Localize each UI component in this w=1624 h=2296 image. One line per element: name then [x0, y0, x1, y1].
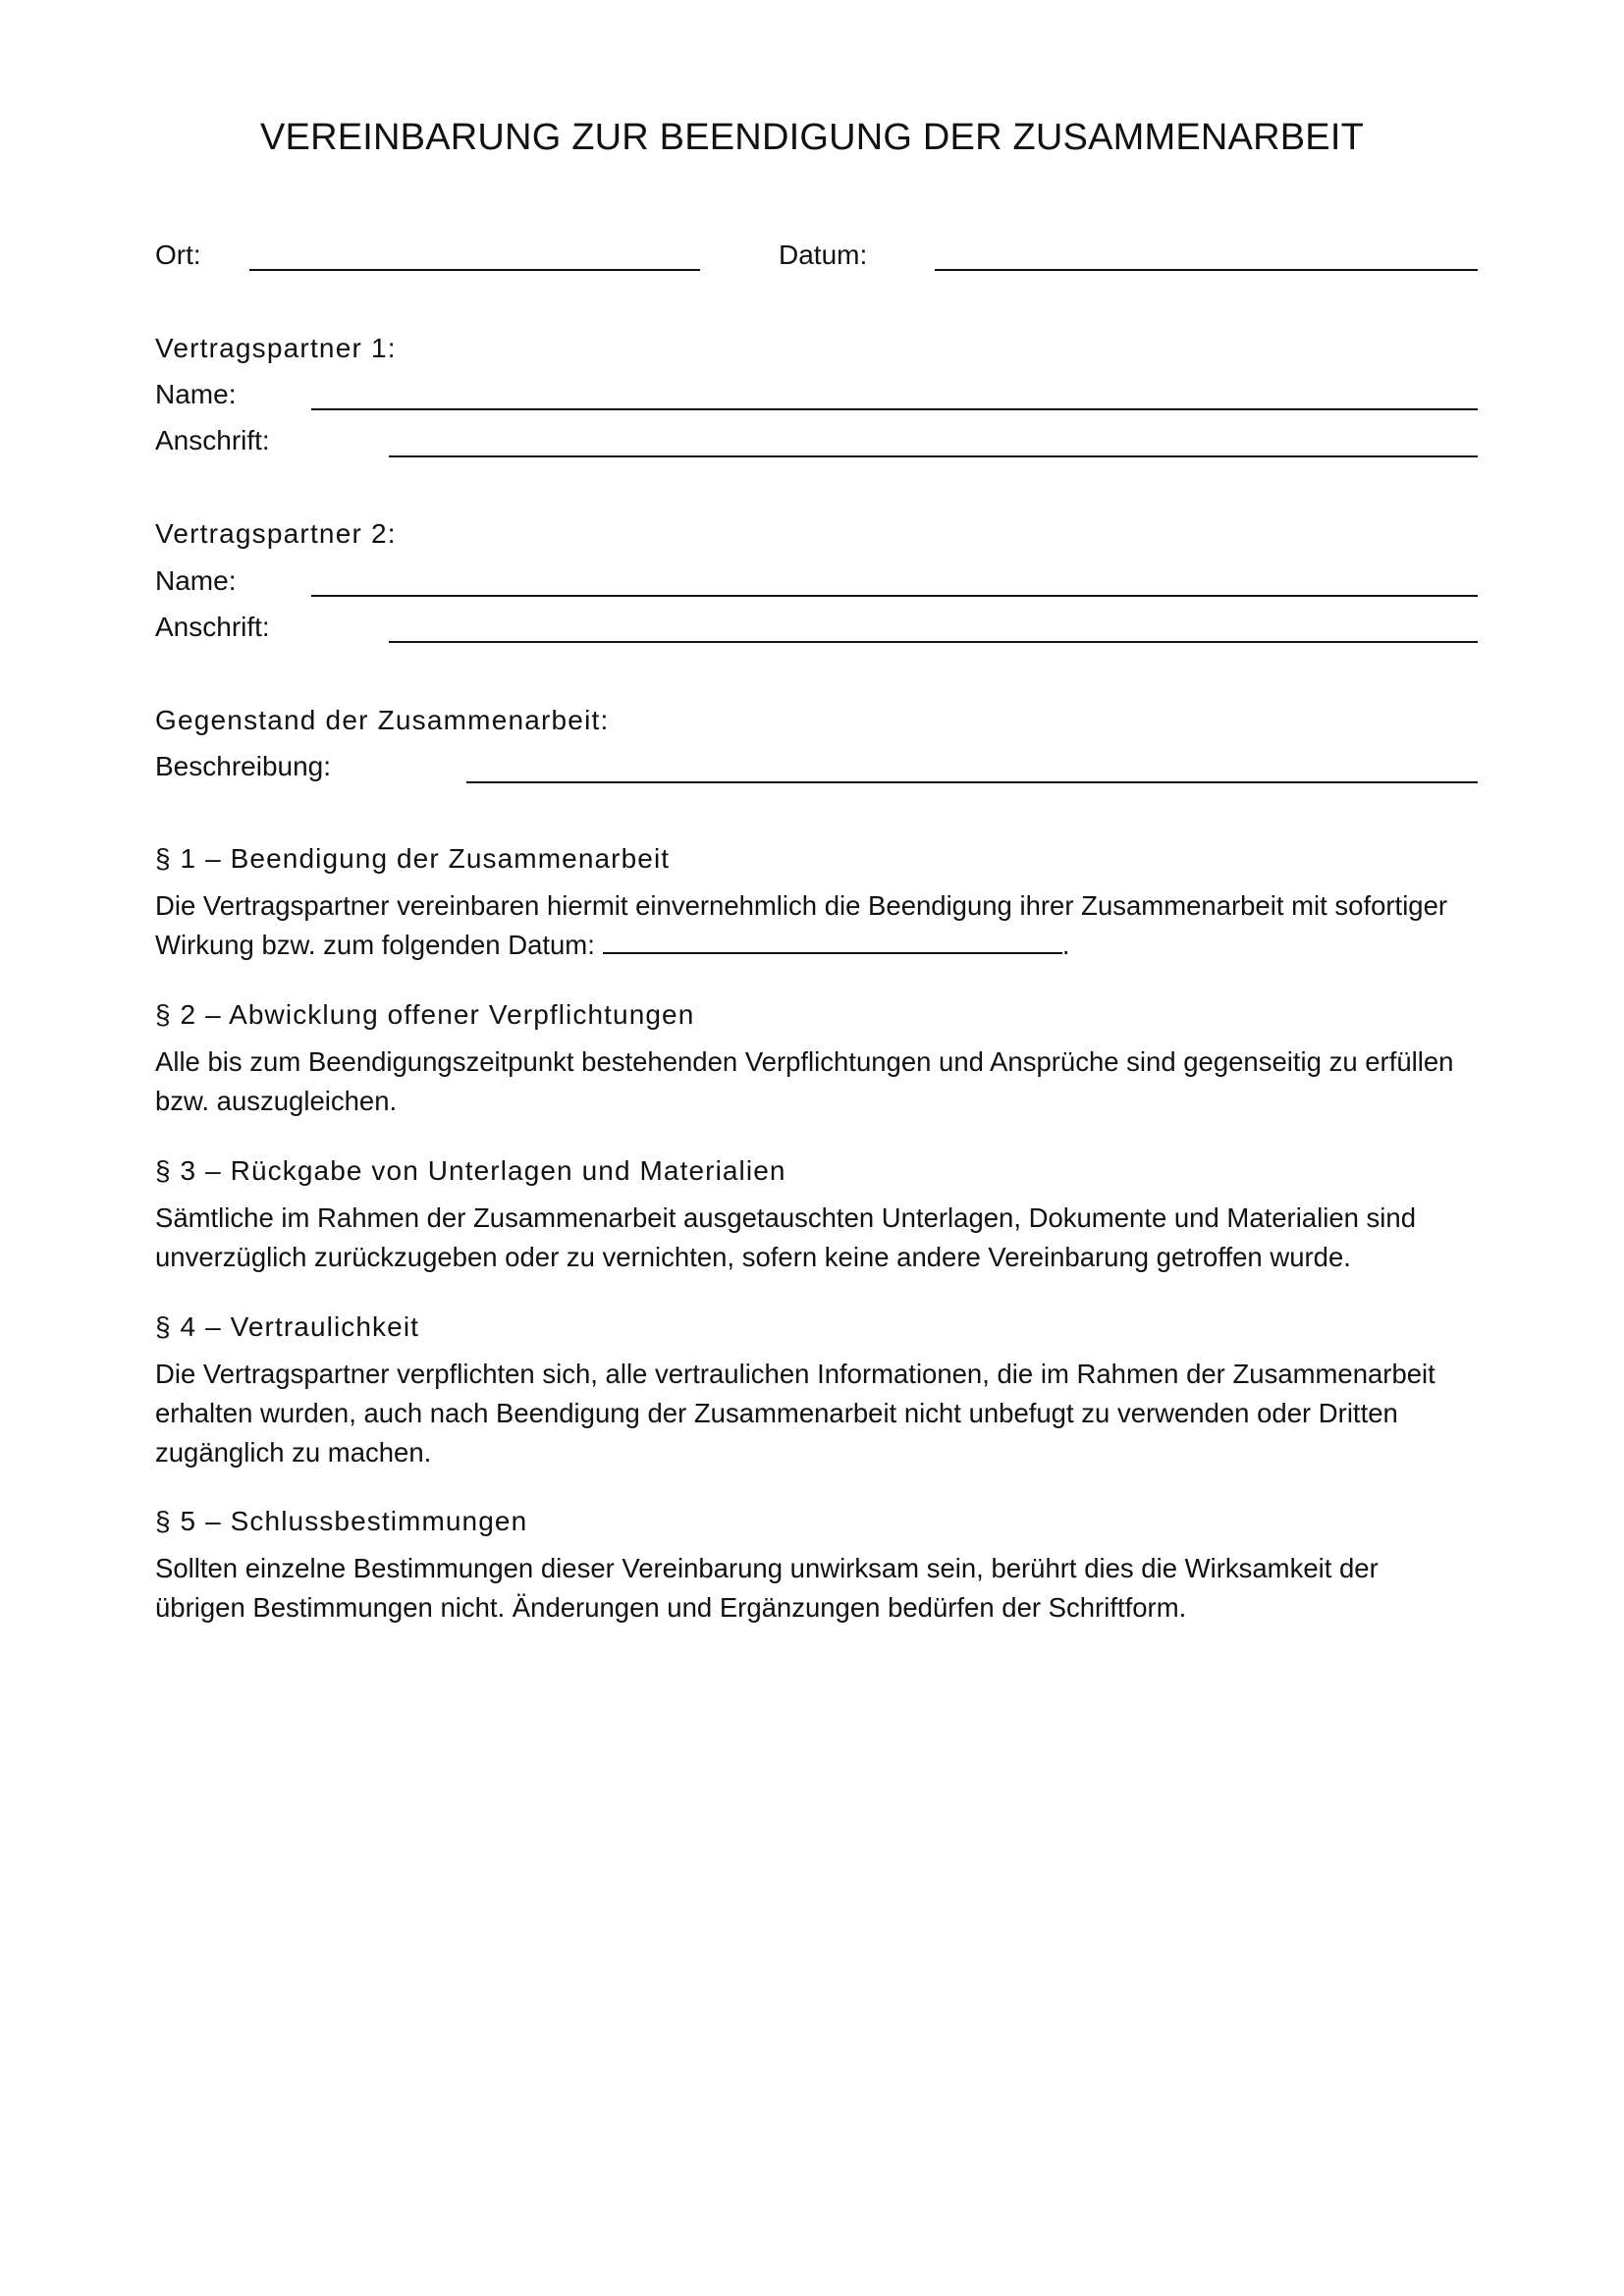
partner2-anschrift-label: Anschrift:: [155, 612, 270, 642]
partner1-name-label: Name:: [155, 379, 237, 409]
section-2-body: Alle bis zum Beendigungszeitpunkt bestehenden Verpflichtungen und Ansprüche sind gegenseitig zu erfüllen bzw. auszugleichen.: [155, 1046, 1454, 1116]
ort-field[interactable]: [249, 269, 700, 271]
section-1-heading: § 1 – Beendigung der Zusammenarbeit: [155, 843, 671, 874]
section-4-heading: § 4 – Vertraulichkeit: [155, 1311, 420, 1342]
partner1-anschrift-field[interactable]: [389, 455, 1478, 457]
datum-field[interactable]: [935, 269, 1478, 271]
beschreibung-label: Beschreibung:: [155, 751, 332, 781]
section-3-body: Sämtliche im Rahmen der Zusammenarbeit ausgetauschten Unterlagen, Dokumente und Materialien sind unverzüglich zurückzugeben oder zu vernichten, sofern keine andere Vereinbarung getroffen wurde.: [155, 1202, 1417, 1272]
beschreibung-field[interactable]: [466, 781, 1478, 783]
partner1-heading: Vertragspartner 1:: [155, 333, 397, 363]
partner2-anschrift-field[interactable]: [389, 641, 1478, 643]
section-2-heading: § 2 – Abwicklung offener Verpflichtungen: [155, 999, 695, 1030]
document-title: VEREINBARUNG ZUR BEENDIGUNG DER ZUSAMMENARBEIT: [260, 117, 1364, 158]
ort-label: Ort:: [155, 240, 201, 270]
section-3-heading: § 3 – Rückgabe von Unterlagen und Materialien: [155, 1155, 786, 1186]
partner2-name-field[interactable]: [311, 595, 1478, 597]
section-1-text: Die Vertragspartner vereinbaren hiermit einvernehmlich die Beendigung ihrer Zusammenarbeit mit sofortiger Wirkung bzw. zum folgenden Datum:: [155, 890, 1448, 960]
section-5-heading: § 5 – Schlussbestimmungen: [155, 1506, 528, 1536]
datum-label: Datum:: [779, 240, 868, 270]
partner2-name-label: Name:: [155, 565, 237, 596]
end-date-field[interactable]: [603, 952, 1062, 954]
section-1-period: .: [1061, 930, 1070, 960]
section-1-body: [155, 886, 1476, 965]
partner1-name-field[interactable]: [311, 408, 1478, 410]
partner1-anschrift-label: Anschrift:: [155, 425, 270, 455]
section-4-body: Die Vertragspartner verpflichten sich, alle vertraulichen Informationen, die im Rahmen der Zusammenarbeit erhalten wurden, auch nach Beendigung der Zusammenarbeit nicht unbefugt zu verwenden oder Dritten zugänglich zu machen.: [155, 1359, 1435, 1468]
subject-heading: Gegenstand der Zusammenarbeit:: [155, 705, 610, 735]
partner2-heading: Vertragspartner 2:: [155, 518, 397, 549]
section-5-body: Sollten einzelne Bestimmungen dieser Vereinbarung unwirksam sein, berührt dies die Wirksamkeit der übrigen Bestimmungen nicht. Änderungen und Ergänzungen bedürfen der Schriftform.: [155, 1553, 1379, 1623]
